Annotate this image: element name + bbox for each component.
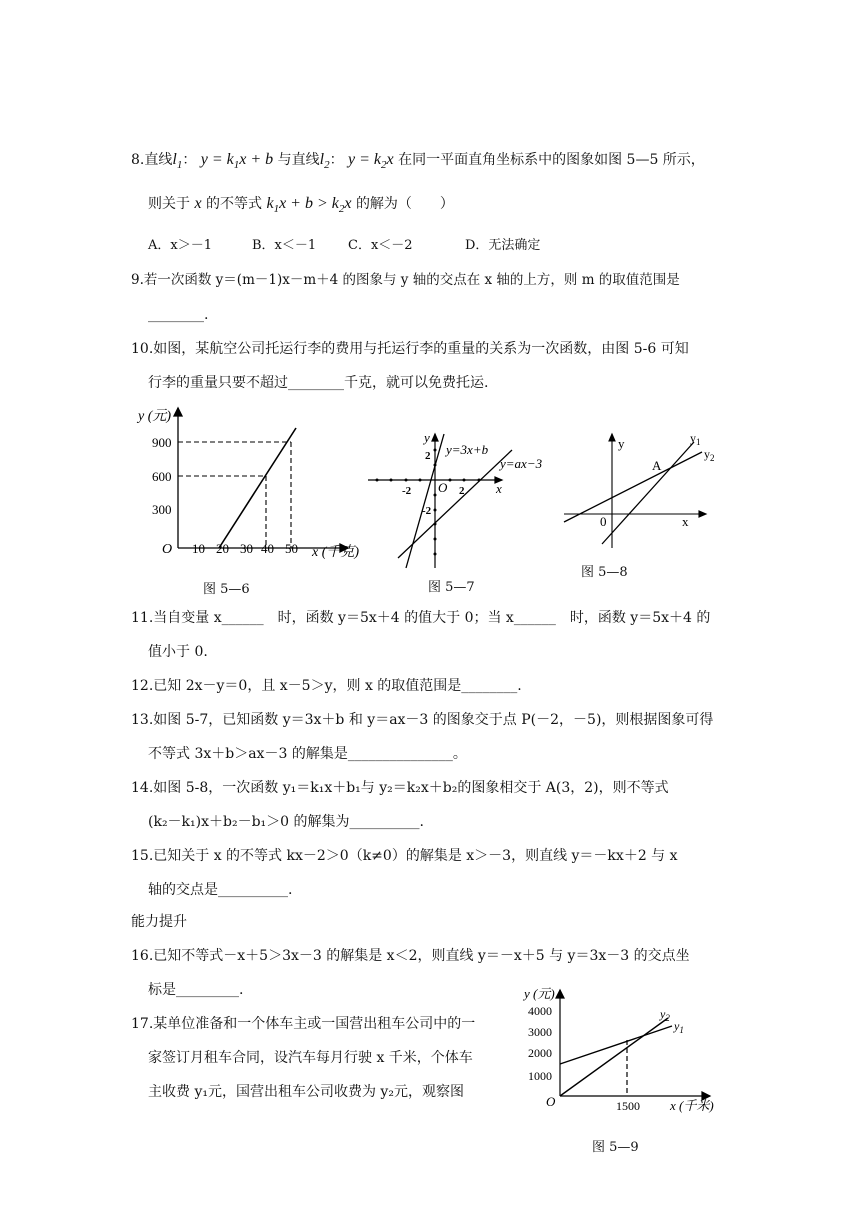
fig59-xtick-1500: 1500 <box>616 1099 640 1113</box>
fig56-xtick-30: 30 <box>240 541 253 556</box>
fig59-origin: O <box>546 1094 556 1109</box>
fig59-ylabel: y (元) <box>524 986 555 1001</box>
q14-line2: (k₂－k₁)x＋b₂－b₁＞0 的解集为__________. <box>148 814 424 830</box>
q8-line1: 8.直线$l_1$： $y = k_1x + b$ 与直线$l_2$： $y = k_2x$ 在同一平面直角坐标系中的图象如图 5—5 所示， <box>131 151 705 171</box>
section-heading: 能力提升 <box>131 914 187 930</box>
fig56-ytick-900: 900 <box>152 435 172 450</box>
fig58-origin: 0 <box>600 514 607 529</box>
fig59-ytick-2000: 2000 <box>528 1046 552 1060</box>
q17-line1: 17.某单位准备和一个体车主或一国营出租车公司中的一 <box>131 1016 476 1032</box>
q10-line2: 行李的重量只要不超过________千克，就可以免费托运. <box>148 375 489 391</box>
fig59-ytick-4000: 4000 <box>528 1004 552 1018</box>
fig56-origin: O <box>162 542 173 557</box>
q11-line1: 11.当自变量 x______ 时，函数 y＝5x＋4 的值大于 0；当 x______ 时，函数 y＝5x＋4 的 <box>131 610 711 626</box>
fig57-grid-dots <box>376 449 481 556</box>
fig57-caption: 图 5—7 <box>428 580 475 595</box>
q16-line2: 标是_________. <box>148 982 244 998</box>
fig58-caption: 图 5—8 <box>581 565 628 580</box>
fig59-caption: 图 5—9 <box>592 1140 639 1155</box>
q10-line1: 10.如图，某航空公司托运行李的费用与托运行李的重量的关系为一次函数，由图 5-6 可知 <box>131 341 689 357</box>
fig56-xtick-40: 40 <box>261 541 274 556</box>
q11-line2: 值小于 0. <box>148 644 208 660</box>
fig59-ytick-3000: 3000 <box>528 1025 552 1039</box>
fig56-xtick-50: 50 <box>285 541 298 556</box>
fig59-y1-label: $y_1$ <box>674 1019 684 1035</box>
figure-5-8 <box>556 424 736 554</box>
fig56-ylabel: y (元) <box>138 409 172 424</box>
fig59-y2-label: $y_2$ <box>660 1007 670 1023</box>
option-d: D．无法确定 <box>465 238 541 253</box>
fig57-tick-y2: 2 <box>425 450 431 462</box>
figure-5-9 <box>514 982 754 1116</box>
fig59-xlabel: x (千米) <box>670 1098 714 1113</box>
q8-line2: 则关于 x 的不等式 $k_1x + b > k_2x$ 的解为（ ） <box>148 195 454 215</box>
q12-line1: 12.已知 2x－y＝0，且 x－5＞y，则 x 的取值范围是________. <box>131 678 522 694</box>
fig57-tick-x2: 2 <box>459 485 465 497</box>
q14-line1: 14.如图 5-8，一次函数 y₁＝k₁x＋b₁与 y₂＝k₂x＋b₂的图象相交于 A(3，2)，则不等式 <box>131 780 669 796</box>
q9-line1: 9.若一次函数 y＝(m－1)x－m＋4 的图象与 y 轴的交点在 x 轴的上方，则 m 的取值范围是 <box>131 272 680 288</box>
fig56-xlabel: x (千克) <box>312 545 360 560</box>
q15-line1: 15.已知关于 x 的不等式 kx－2＞0（k≠0）的解集是 x＞－3，则直线 y＝－kx＋2 与 x <box>131 848 678 864</box>
figure-5-7 <box>362 428 562 574</box>
fig56-xtick-10: 10 <box>192 541 205 556</box>
fig57-origin: O <box>438 480 448 495</box>
fig57-tick-xm2: -2 <box>402 485 412 497</box>
option-c: C．x＜－2 <box>348 238 413 253</box>
option-a: A．x＞－1 <box>148 238 212 253</box>
q8-options <box>148 236 540 256</box>
fig57-x-axis: x <box>496 481 502 496</box>
fig58-y1-label: $y_1$ <box>690 431 701 447</box>
q17-line3: 主收费 y₁元，国营出租车公司收费为 y₂元，观察图 <box>148 1084 464 1100</box>
fig57-y-axis: y <box>424 430 430 445</box>
fig58-x-axis: x <box>682 514 689 529</box>
q15-line2: 轴的交点是__________. <box>148 882 293 898</box>
fig57-line2-label: y=ax−3 <box>500 456 543 471</box>
fig58-y-axis: y <box>618 436 625 451</box>
figure-5-6 <box>130 398 370 570</box>
q9-line2: ________. <box>148 307 209 323</box>
fig57-tick-ym2: -2 <box>422 505 432 517</box>
q16-line1: 16.已知不等式－x＋5＞3x－3 的解集是 x＜2，则直线 y＝－x＋5 与 y＝3x－3 的交点坐 <box>131 948 690 964</box>
fig59-ytick-1000: 1000 <box>528 1069 552 1083</box>
fig56-ytick-300: 300 <box>152 502 172 517</box>
option-b: B．x＜－1 <box>252 238 317 253</box>
q13-line2: 不等式 3x＋b＞ax－3 的解集是_______________。 <box>148 746 467 762</box>
fig56-caption: 图 5—6 <box>203 582 250 597</box>
q13-line1: 13.如图 5-7，已知函数 y＝3x＋b 和 y＝ax－3 的图象交于点 P(－2，－5)，则根据图象可得 <box>131 712 714 728</box>
fig58-y2-label: $y_2$ <box>704 447 715 463</box>
fig56-ytick-600: 600 <box>152 469 172 484</box>
q17-line2: 家签订月租车合同，设汽车每月行驶 x 千米，个体车 <box>148 1050 473 1066</box>
fig56-xtick-20: 20 <box>216 541 229 556</box>
fig58-point-a: A <box>652 458 662 473</box>
fig57-line1-label: y=3x+b <box>446 442 489 457</box>
